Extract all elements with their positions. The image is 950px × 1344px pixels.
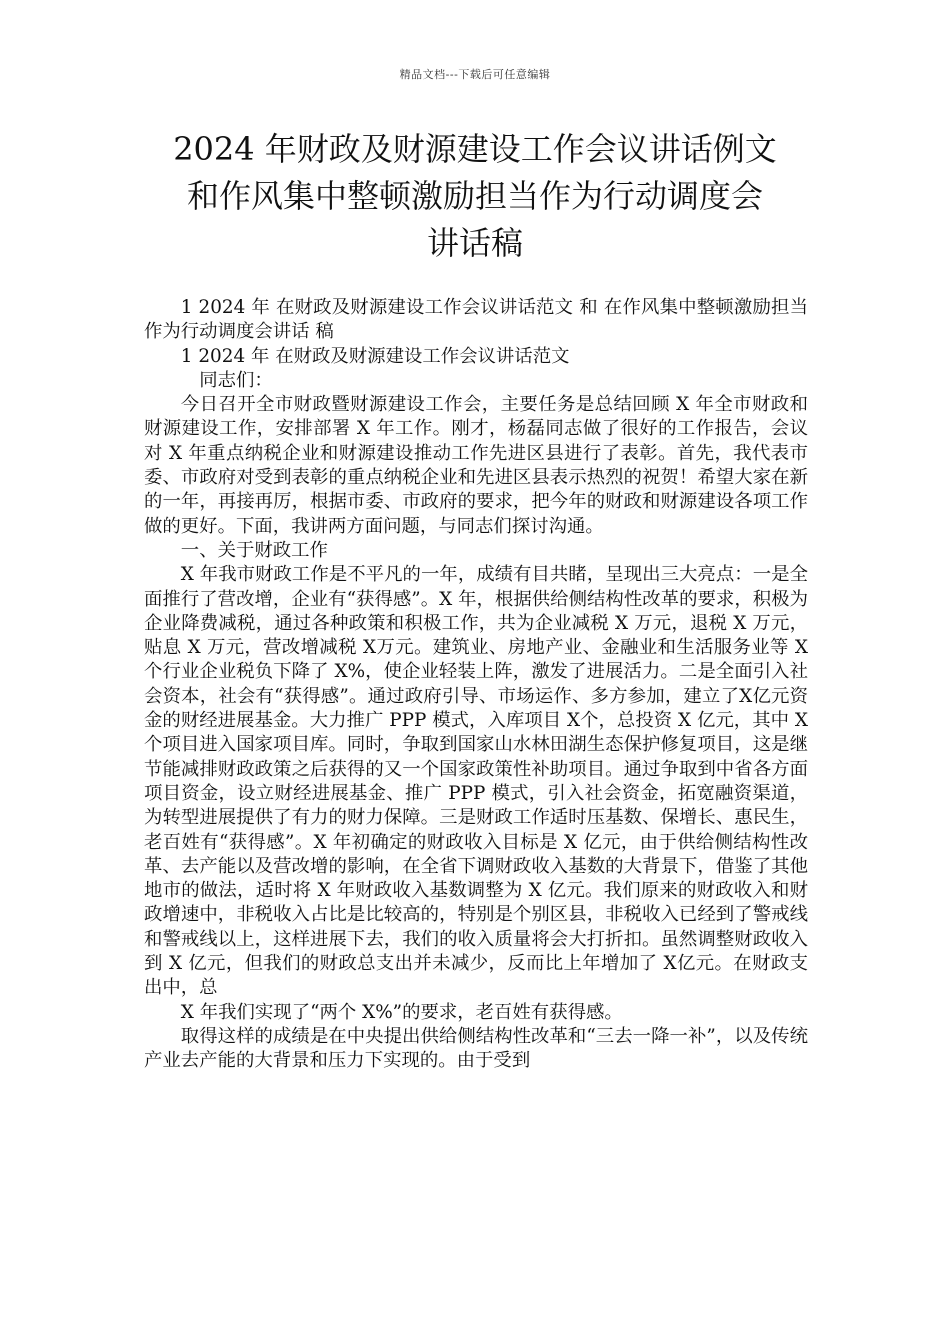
title-line-1: 2024 年财政及财源建设工作会议讲话例文	[173, 130, 777, 168]
title-line-3: 讲话稿	[426, 224, 523, 262]
title-line-2: 和作风集中整顿激励担当作为行动调度会	[186, 177, 763, 215]
toc-entry: 1 2024 年 在财政及财源建设工作会议讲话范文 和 在作风集中整顿激励担当作为行动调度会讲话 稿	[144, 297, 808, 343]
subsection-heading: 一、关于财政工作	[180, 539, 328, 561]
document-title	[140, 126, 810, 267]
paragraph: X 年我们实现了“两个 X%”的要求，老百姓有获得感。	[180, 1001, 623, 1023]
document-body	[144, 296, 808, 1074]
paragraph: 今日召开全市财政暨财源建设工作会，主要任务是总结回顾 X 年全市财政和财源建设工作，安排部署 X 年工作。刚才，杨磊同志做了很好的工作报告，会议对 X 年重点纳税企业和财源建设推动工作先进区县进行了表彰。首先，我代表市委、市政府对受到表彰的重点纳税企业和先进区县表示热烈的祝贺！希望大家在新的一年，再接再厉，根据市委、市政府的要求，把今年的财政和财源建设各项工作做的更好。下面，我讲两方面问题，与同志们探讨沟通。	[144, 394, 808, 537]
paragraph: X 年我市财政工作是不平凡的一年，成绩有目共睹，呈现出三大亮点：一是全面推行了营改增，企业有“获得感”。X 年，根据供给侧结构性改革的要求，积极为企业降费减税，通过各种政策和积极工作，共为企业减税 X 万元，退税 X 万元，贴息 X 万元，营改增减税 X万元。建筑业、房地产业、金融业和生活服务业等 X 个行业企业税负下降了 X%，使企业轻装上阵，激发了进展活力。二是全面引入社会资本，社会有“获得感”。通过政府引导、市场运作、多方参加，建立了X亿元资金的财经进展基金。大力推广 PPP 模式，入库项目 X个，总投资 X 亿元，其中 X 个项目进入国家项目库。同时，争取到国家山水林田湖生态保护修复项目，这是继节能减排财政政策之后获得的又一个国家政策性补助项目。通过争取到中省各方面项目资金，设立财经进展基金、推广 PPP 模式，引入社会资金，拓宽融资渠道，为转型进展提供了有力的财力保障。三是财政工作适时压基数、保增长、惠民生，老百姓有“获得感”。X 年初确定的财政收入目标是 X 亿元，由于供给侧结构性改革、去产能以及营改增的影响，在全省下调财政收入基数的大背景下，借鉴了其他地市的做法，适时将 X 年财政收入基数调整为 X 亿元。我们原来的财政收入和财政增速中，非税收入占比是比较高的，特别是个别区县，非税收入已经到了警戒线和警戒线以上，这样进展下去，我们的收入质量将会大打折扣。虽然调整财政收入到 X 亿元，但我们的财政总支出并未减少，反而比上年增加了 X亿元。在财政支出中，总	[144, 564, 808, 999]
salutation: 同志们：	[199, 369, 273, 391]
paragraph: 取得这样的成绩是在中央提出供给侧结构性改革和“三去一降一补”，以及传统产业去产能的大背景和压力下实现的。由于受到	[144, 1025, 808, 1072]
section-heading: 1 2024 年 在财政及财源建设工作会议讲话范文	[180, 345, 570, 367]
header-note: 精品文档---下载后可任意编辑	[399, 68, 551, 81]
